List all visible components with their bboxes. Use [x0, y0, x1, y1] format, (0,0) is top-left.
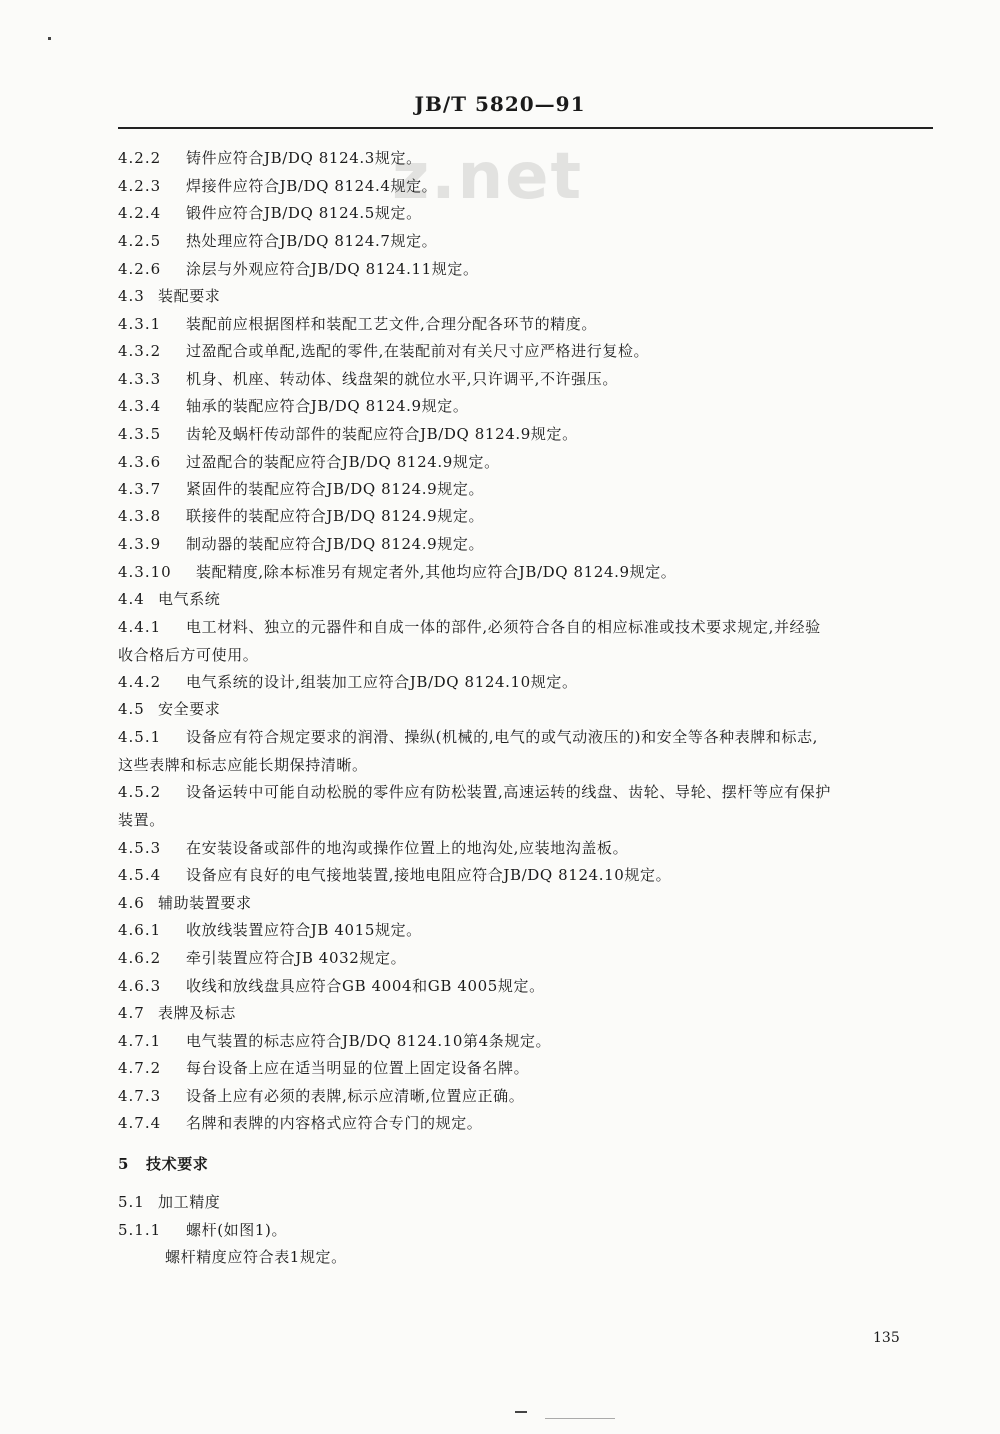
body-line — [118, 1058, 529, 1078]
clause-text: 装配要求 — [158, 287, 221, 305]
body-line — [118, 286, 220, 306]
clause-number: 4.2.2 — [118, 149, 162, 167]
scan-speck — [545, 1418, 615, 1419]
clause-number: 4.7.3 — [118, 1087, 162, 1105]
clause-text: 电气装置的标志应符合JB/DQ 8124.10第4条规定。 — [186, 1032, 552, 1050]
clause-text: 技术要求 — [146, 1155, 209, 1173]
clause-number: 4.2.6 — [118, 260, 162, 278]
body-line — [118, 755, 368, 775]
body-line — [118, 562, 676, 582]
clause-text: 收合格后方可使用。 — [118, 646, 259, 664]
body-line — [118, 699, 220, 719]
clause-text: 辅助装置要求 — [158, 894, 252, 912]
clause-number: 4.3.2 — [118, 342, 162, 360]
clause-number: 4.7.1 — [118, 1032, 162, 1050]
clause-number: 4.6.2 — [118, 949, 162, 967]
clause-number: 4.5.3 — [118, 839, 162, 857]
clause-text: 设备应有符合规定要求的润滑、操纵(机械的,电气的或气动液压的)和安全等各种表牌和标志, — [186, 728, 819, 746]
clause-number: 4.2.3 — [118, 177, 162, 195]
body-line — [118, 176, 437, 196]
body-line — [165, 1247, 347, 1267]
scan-speck — [515, 1411, 527, 1413]
body-line — [118, 534, 484, 554]
clause-text: 联接件的装配应符合JB/DQ 8124.9规定。 — [186, 507, 485, 525]
clause-text: 安全要求 — [158, 700, 221, 718]
clause-text: 每台设备上应在适当明显的位置上固定设备名牌。 — [186, 1059, 530, 1077]
clause-number: 4.3.6 — [118, 453, 162, 471]
clause-text: 涂层与外观应符合JB/DQ 8124.11规定。 — [186, 260, 479, 278]
body-line — [118, 259, 479, 279]
clause-number: 5 — [118, 1155, 130, 1173]
body-line — [118, 1113, 482, 1133]
body-line — [118, 589, 220, 609]
body-line — [118, 452, 500, 472]
body-line — [118, 1154, 208, 1174]
clause-number: 4.5.2 — [118, 783, 162, 801]
body-line — [118, 617, 821, 637]
body-line — [118, 782, 831, 802]
clause-number: 4.5.4 — [118, 866, 162, 884]
clause-text: 铸件应符合JB/DQ 8124.3规定。 — [186, 149, 422, 167]
page-number: 135 — [873, 1330, 900, 1346]
body-line — [118, 424, 578, 444]
clause-number: 5.1 — [118, 1193, 145, 1211]
clause-text: 装配精度,除本标准另有规定者外,其他均应符合JB/DQ 8124.9规定。 — [196, 563, 677, 581]
clause-text: 轴承的装配应符合JB/DQ 8124.9规定。 — [186, 397, 469, 415]
clause-text: 螺杆精度应符合表1规定。 — [165, 1248, 347, 1266]
clause-text: 加工精度 — [158, 1193, 221, 1211]
clause-text: 收放线装置应符合JB 4015规定。 — [186, 921, 422, 939]
header-rule — [118, 127, 933, 129]
body-line — [118, 479, 484, 499]
clause-text: 装配前应根据图样和装配工艺文件,合理分配各环节的精度。 — [186, 315, 597, 333]
clause-number: 4.3.9 — [118, 535, 162, 553]
body-line — [118, 976, 545, 996]
clause-text: 电工材料、独立的元器件和自成一体的部件,必须符合各自的相应标准或技术要求规定,并经验 — [186, 618, 821, 636]
clause-number: 4.4.1 — [118, 618, 162, 636]
body-line — [118, 645, 258, 665]
clause-text: 名牌和表牌的内容格式应符合专门的规定。 — [186, 1114, 483, 1132]
clause-number: 4.3.8 — [118, 507, 162, 525]
clause-number: 4.6 — [118, 894, 145, 912]
clause-text: 装置。 — [118, 811, 165, 829]
body-line — [118, 948, 406, 968]
clause-number: 4.3.3 — [118, 370, 162, 388]
document-header: JB/T 5820—91 — [414, 92, 586, 116]
clause-text: 表牌及标志 — [158, 1004, 237, 1022]
body-line — [118, 1003, 236, 1023]
clause-number: 4.3.4 — [118, 397, 162, 415]
clause-number: 4.7.2 — [118, 1059, 162, 1077]
body-line — [118, 396, 468, 416]
clause-text: 设备上应有必须的表牌,标示应清晰,位置应正确。 — [186, 1087, 525, 1105]
clause-number: 4.3 — [118, 287, 145, 305]
body-line — [118, 838, 628, 858]
clause-text: 螺杆(如图1)。 — [186, 1221, 288, 1239]
clause-text: 这些表牌和标志应能长期保持清晰。 — [118, 756, 368, 774]
body-line — [118, 369, 618, 389]
clause-number: 4.6.3 — [118, 977, 162, 995]
clause-number: 4.4.2 — [118, 673, 162, 691]
clause-text: 设备运转中可能自动松脱的零件应有防松装置,高速运转的线盘、齿轮、导轮、摆杆等应有保护 — [186, 783, 831, 801]
body-line — [118, 1031, 551, 1051]
clause-number: 4.3.1 — [118, 315, 162, 333]
body-line — [118, 506, 484, 526]
clause-text: 在安装设备或部件的地沟或操作位置上的地沟处,应装地沟盖板。 — [186, 839, 629, 857]
clause-text: 锻件应符合JB/DQ 8124.5规定。 — [186, 204, 422, 222]
clause-number: 5.1.1 — [118, 1221, 162, 1239]
scan-speck — [48, 37, 51, 40]
clause-number: 4.3.10 — [118, 563, 172, 581]
clause-number: 4.2.5 — [118, 232, 162, 250]
clause-number: 4.6.1 — [118, 921, 162, 939]
body-line — [118, 1086, 524, 1106]
body-line — [118, 203, 422, 223]
body-line — [118, 727, 818, 747]
body-line — [118, 672, 578, 692]
body-line — [118, 1220, 287, 1240]
clause-text: 过盈配合的装配应符合JB/DQ 8124.9规定。 — [186, 453, 500, 471]
body-line — [118, 314, 597, 334]
clause-text: 电气系统的设计,组装加工应符合JB/DQ 8124.10规定。 — [186, 673, 578, 691]
clause-number: 4.4 — [118, 590, 145, 608]
body-line — [118, 148, 422, 168]
clause-text: 过盈配合或单配,选配的零件,在装配前对有关尺寸应严格进行复检。 — [186, 342, 650, 360]
body-line — [118, 893, 252, 913]
body-line — [118, 865, 671, 885]
clause-number: 4.3.7 — [118, 480, 162, 498]
clause-number: 4.3.5 — [118, 425, 162, 443]
clause-text: 设备应有良好的电气接地装置,接地电阻应符合JB/DQ 8124.10规定。 — [186, 866, 672, 884]
clause-number: 4.5 — [118, 700, 145, 718]
body-line — [118, 1192, 220, 1212]
clause-text: 紧固件的装配应符合JB/DQ 8124.9规定。 — [186, 480, 485, 498]
clause-number: 4.5.1 — [118, 728, 162, 746]
clause-text: 齿轮及蜗杆传动部件的装配应符合JB/DQ 8124.9规定。 — [186, 425, 578, 443]
clause-number: 4.7.4 — [118, 1114, 162, 1132]
clause-text: 制动器的装配应符合JB/DQ 8124.9规定。 — [186, 535, 485, 553]
clause-number: 4.7 — [118, 1004, 145, 1022]
body-line — [118, 231, 437, 251]
clause-text: 机身、机座、转动体、线盘架的就位水平,只许调平,不许强压。 — [186, 370, 618, 388]
clause-text: 牵引装置应符合JB 4032规定。 — [186, 949, 407, 967]
clause-number: 4.2.4 — [118, 204, 162, 222]
clause-text: 收线和放线盘具应符合GB 4004和GB 4005规定。 — [186, 977, 545, 995]
clause-text: 热处理应符合JB/DQ 8124.7规定。 — [186, 232, 438, 250]
clause-text: 焊接件应符合JB/DQ 8124.4规定。 — [186, 177, 438, 195]
body-line — [118, 341, 649, 361]
watermark: z.net — [392, 140, 584, 214]
body-line — [118, 810, 165, 830]
body-line — [118, 920, 422, 940]
clause-text: 电气系统 — [158, 590, 221, 608]
